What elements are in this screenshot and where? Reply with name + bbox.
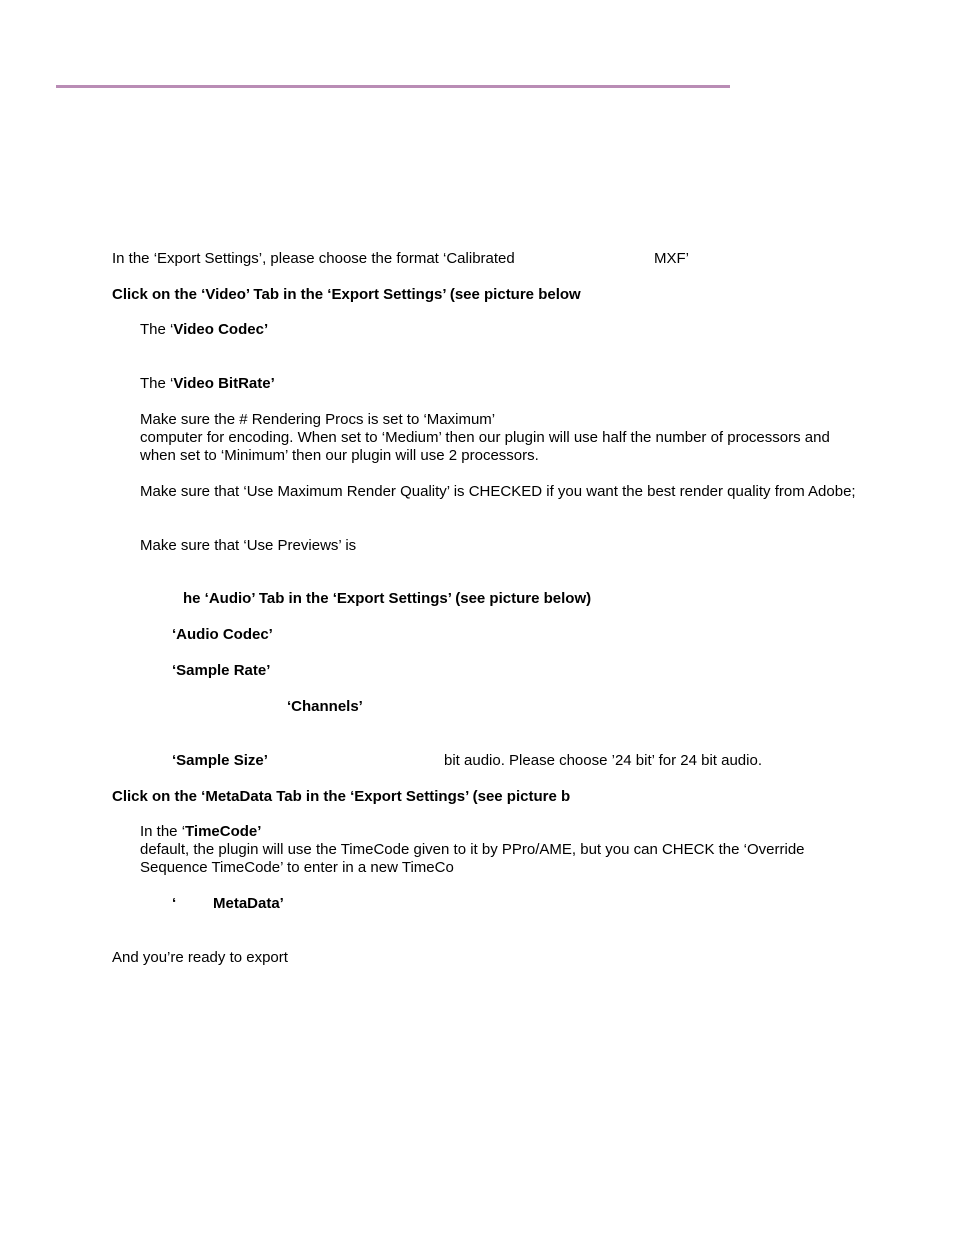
timecode-line-1: [140, 823, 261, 841]
video-codec-line: [140, 321, 268, 339]
format-instruction-suffix: MXF’: [654, 250, 689, 267]
ready-to-export-text: And you’re ready to export: [112, 949, 288, 966]
header-divider-rule: [56, 85, 730, 88]
audio-tab-heading: he ‘Audio’ Tab in the ‘Export Settings’ (see picture below): [183, 590, 592, 607]
channels-label: ‘Channels’: [287, 698, 363, 715]
metadata-tab-heading: Click on the ‘MetaData Tab in the ‘Export Settings’ (see picture b: [112, 788, 571, 805]
timecode-line-2: default, the plugin will use the TimeCode given to it by PPro/AME, but you can CHECK the ‘Override: [140, 841, 805, 858]
video-codec-prefix: The ‘: [140, 321, 174, 338]
metadata-label: MetaData’: [213, 895, 284, 912]
rendering-procs-line-3: when set to ‘Minimum’ then our plugin will use 2 processors.: [140, 447, 539, 464]
format-instruction-text: In the ‘Export Settings’, please choose the format ‘Calibrated: [112, 250, 515, 267]
sample-rate-label: ‘Sample Rate’: [172, 662, 271, 679]
timecode-prefix: In the ‘: [140, 823, 186, 840]
use-previews-text: Make sure that ‘Use Previews’ is: [140, 537, 357, 554]
video-bitrate-label: Video BitRate’: [173, 375, 275, 392]
video-codec-label: Video Codec’: [173, 321, 269, 338]
rendering-procs-line-1: Make sure the # Rendering Procs is set to ‘Maximum’: [140, 411, 496, 428]
timecode-line-3: Sequence TimeCode’ to enter in a new TimeCo: [140, 859, 454, 876]
video-bitrate-line: [140, 375, 275, 393]
metadata-quote-mark: ‘: [172, 895, 177, 912]
audio-codec-label: ‘Audio Codec’: [172, 626, 273, 643]
video-tab-heading: Click on the ‘Video’ Tab in the ‘Export Settings’ (see picture below: [112, 286, 581, 303]
sample-size-label: ‘Sample Size’: [172, 752, 268, 769]
sample-size-text: bit audio. Please choose ’24 bit’ for 24 bit audio.: [444, 752, 762, 769]
timecode-label: TimeCode’: [185, 823, 262, 840]
rendering-procs-line-2: computer for encoding. When set to ‘Medium’ then our plugin will use half the number of processors and: [140, 429, 830, 446]
video-bitrate-prefix: The ‘: [140, 375, 174, 392]
max-render-quality-text: Make sure that ‘Use Maximum Render Quality’ is CHECKED if you want the best render quality from Adobe;: [140, 483, 856, 500]
